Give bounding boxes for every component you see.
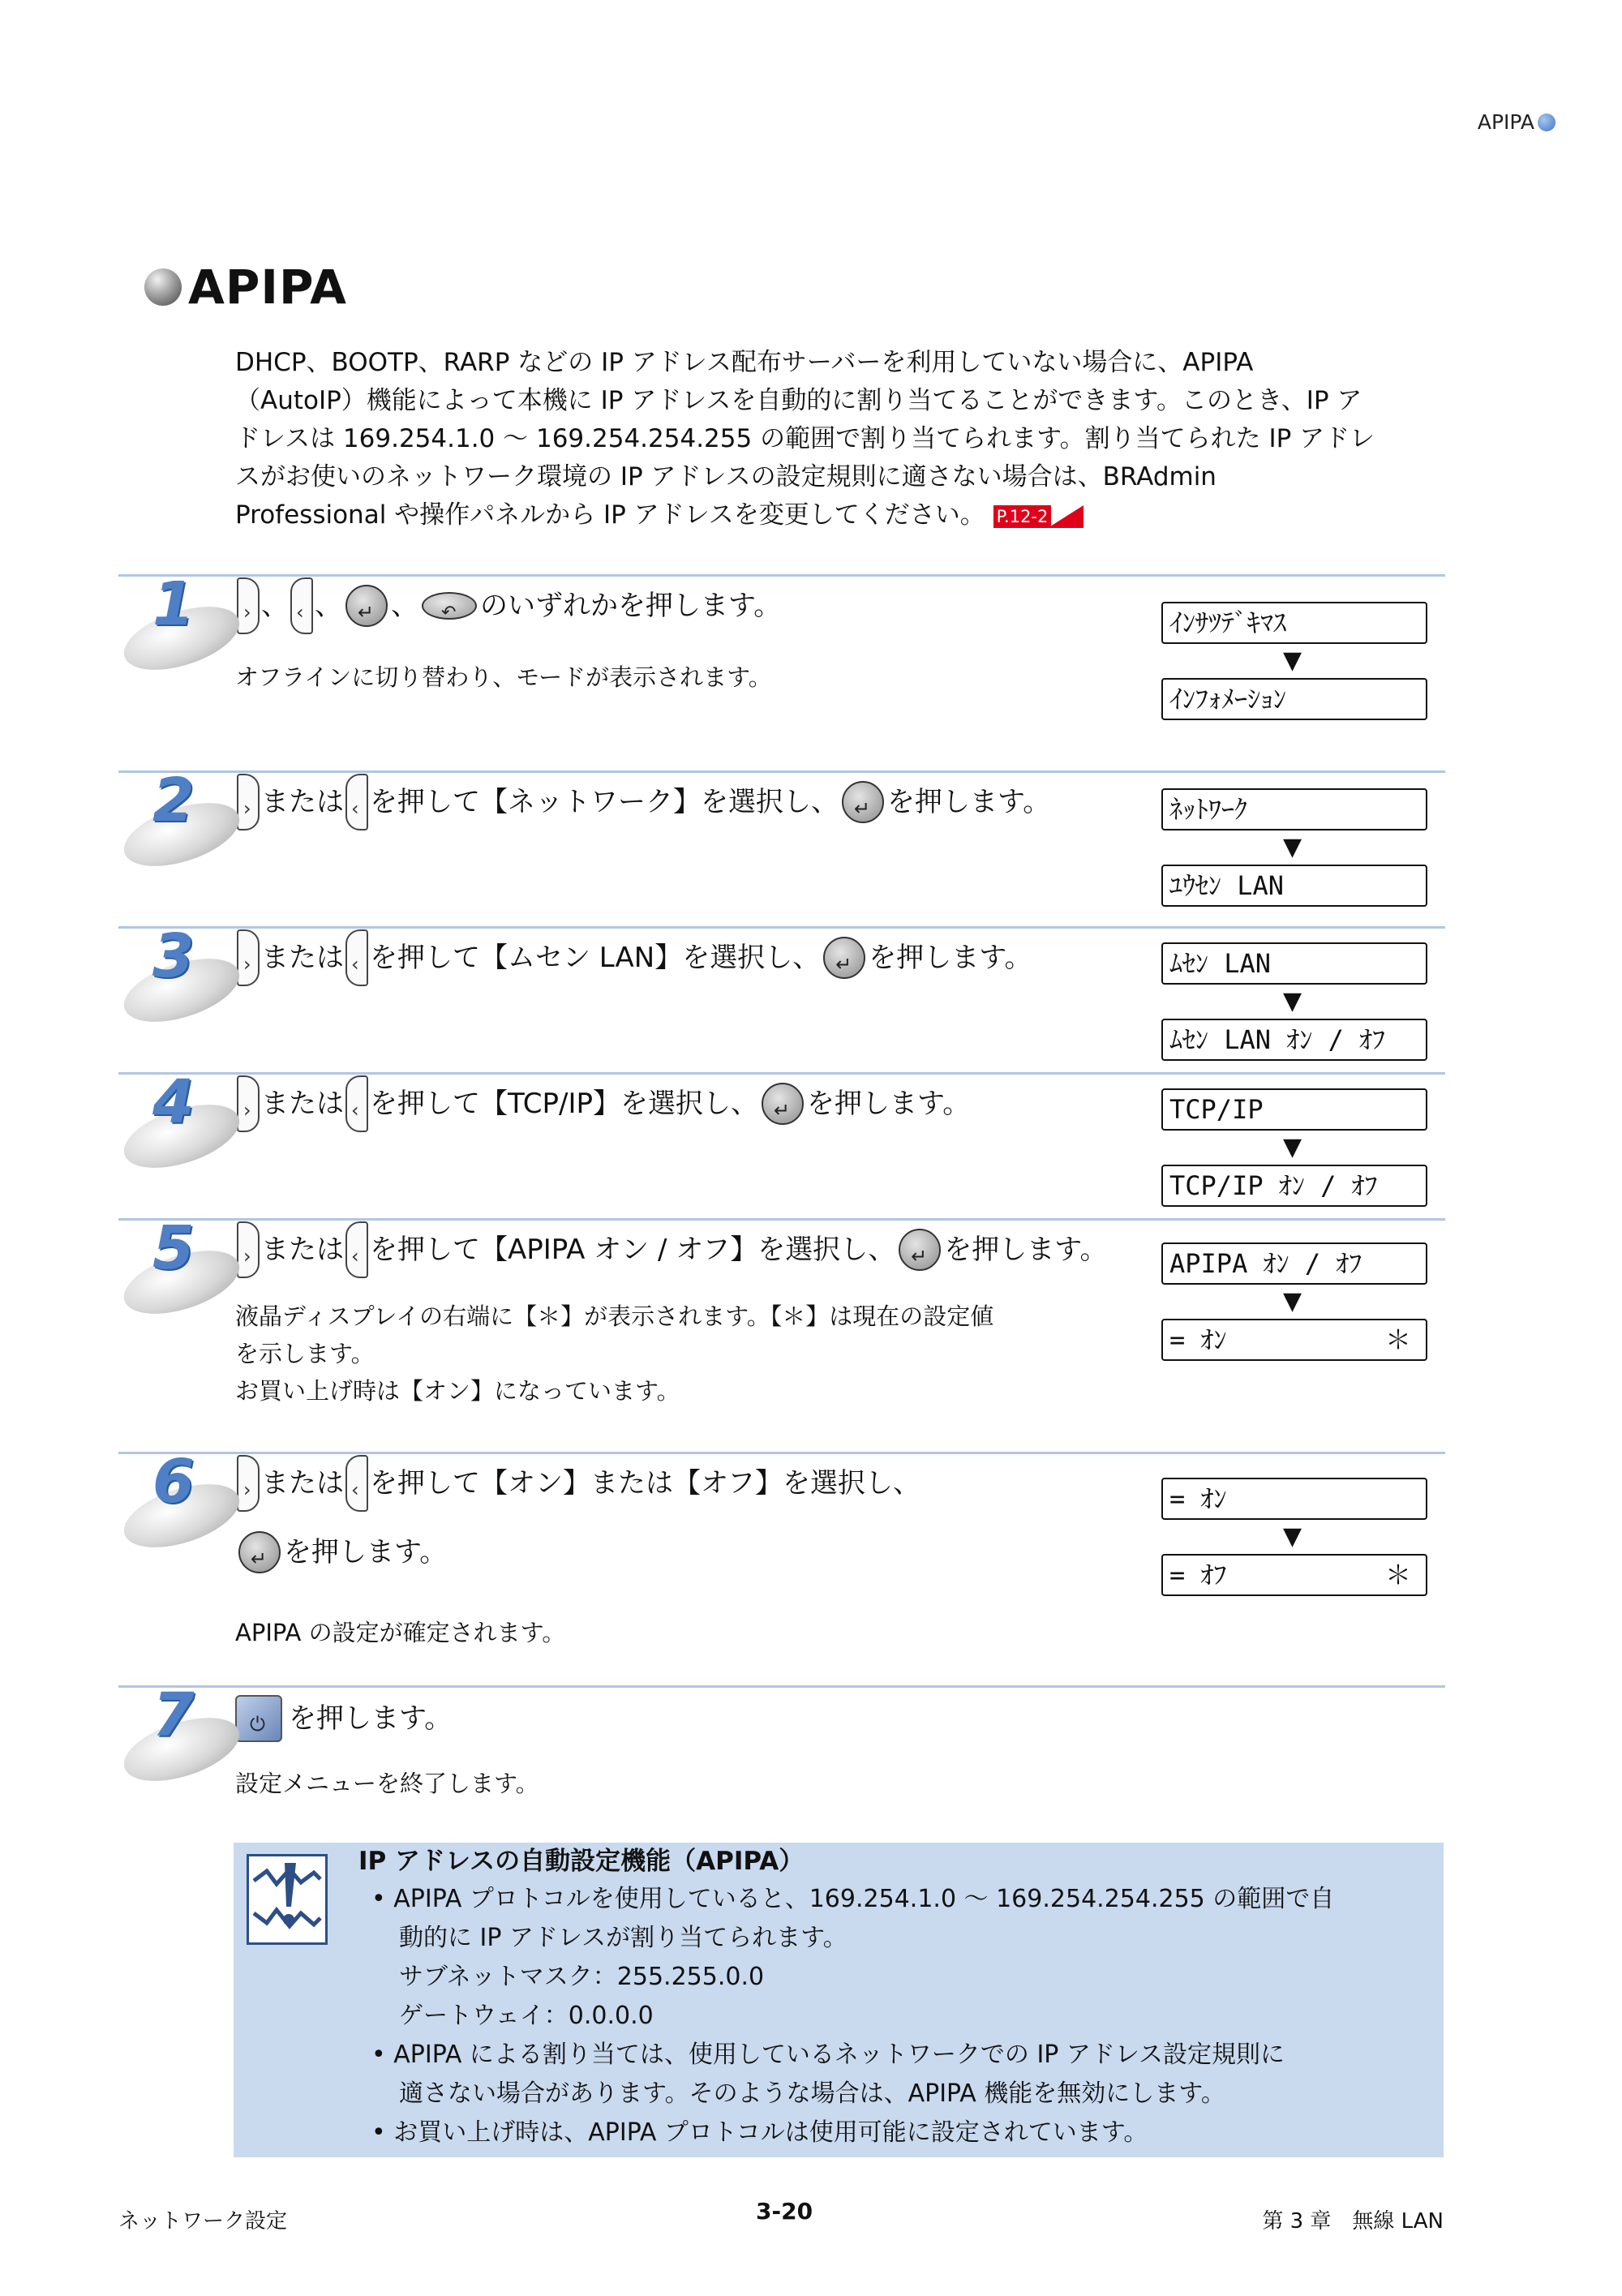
right-arrow-key-icon	[237, 774, 260, 830]
hint-line: • APIPA による割り当ては、使用しているネットワークでの IP アドレス設定規則に	[371, 2041, 1285, 2069]
step-number: 1	[152, 569, 195, 639]
note-pad-svg	[249, 1856, 325, 1942]
instruction-text: を押して【TCP/IP】を選択し、	[370, 1088, 759, 1120]
step-separator	[118, 574, 1445, 577]
step-separator	[118, 1685, 1445, 1688]
left-arrow-key-icon	[345, 929, 368, 986]
step-note: 設定メニューを終了します。	[235, 1770, 539, 1797]
reference-arrow-icon	[1048, 505, 1083, 528]
step-instruction	[235, 774, 1050, 830]
ok-key-icon	[842, 781, 884, 823]
separator-text: 、	[261, 590, 289, 622]
note-pad-icon	[247, 1854, 328, 1945]
lcd-text: ｲﾝﾌｫﾒｰｼｮﾝ	[1169, 684, 1287, 715]
lcd-display	[1161, 865, 1427, 907]
current-setting-marker: ＊	[1384, 1324, 1411, 1355]
step-separator	[118, 1072, 1445, 1075]
hint-line: • お買い上げ時は、APIPA プロトコルは使用可能に設定されています。	[371, 2118, 1148, 2147]
down-triangle-icon: ▼	[1283, 833, 1302, 861]
step-instruction	[235, 929, 1032, 986]
lcd-display	[1161, 602, 1427, 644]
separator-text: 、	[391, 590, 418, 622]
left-arrow-key-icon	[290, 577, 313, 634]
lcd-display	[1161, 788, 1427, 830]
lcd-display	[1161, 1088, 1427, 1131]
stop-exit-key-icon	[235, 1695, 282, 1742]
current-setting-marker: ＊	[1384, 1560, 1411, 1590]
intro-line: Professional や操作パネルから IP アドレスを変更してください。	[235, 500, 985, 530]
step-note: APIPA の設定が確定されます。	[235, 1619, 566, 1646]
down-triangle-icon: ▼	[1283, 1287, 1302, 1315]
step-instruction	[235, 577, 781, 634]
lcd-text: ﾈｯﾄﾜｰｸ	[1169, 794, 1248, 825]
lcd-display	[1161, 1019, 1427, 1061]
down-triangle-icon: ▼	[1283, 987, 1302, 1015]
intro-line: （AutoIP）機能によって本機に IP アドレスを自動的に割り当てることができます。このとき、IP ア	[235, 386, 1362, 415]
lcd-display	[1161, 1242, 1427, 1285]
separator-text: 、	[315, 590, 342, 622]
ok-key-icon	[899, 1229, 941, 1271]
lcd-display	[1161, 1319, 1427, 1361]
step-instruction	[235, 1221, 1108, 1278]
right-arrow-key-icon	[237, 1075, 260, 1132]
left-arrow-key-icon	[345, 1455, 368, 1512]
step-instruction	[235, 1455, 920, 1512]
step-number: 4	[152, 1067, 195, 1137]
step-note: オフラインに切り替わり、モードが表示されます。	[235, 663, 772, 691]
lcd-display	[1161, 942, 1427, 985]
instruction-text: を押します。	[944, 1234, 1108, 1266]
bullet-dot-icon	[1538, 114, 1555, 131]
hint-title: IP アドレスの自動設定機能（APIPA）	[358, 1847, 805, 1876]
lcd-text: = ｵﾌ	[1169, 1560, 1227, 1590]
note-line: を示します。	[235, 1340, 375, 1367]
title-block	[144, 260, 347, 315]
step-instruction-continued	[235, 1531, 447, 1573]
step-number: 5	[152, 1213, 195, 1283]
lcd-display	[1161, 678, 1427, 720]
step-separator	[118, 1452, 1445, 1454]
hint-line: サブネットマスク：255.255.0.0	[399, 1963, 765, 1991]
lcd-text: TCP/IP ｵﾝ / ｵﾌ	[1169, 1170, 1378, 1201]
lcd-text: ﾑｾﾝ LAN	[1169, 948, 1272, 979]
page-reference-link[interactable]	[993, 505, 1084, 528]
sphere-bullet-icon	[144, 268, 182, 306]
step-number: 2	[152, 766, 195, 835]
footer-page-number: 3-20	[756, 2198, 813, 2225]
instruction-text: を押して【ムセン LAN】を選択し、	[370, 942, 821, 974]
page-title: APIPA	[188, 260, 348, 315]
lcd-text: ｲﾝｻﾂﾃﾞｷﾏｽ	[1169, 607, 1287, 638]
or-text: または	[261, 1088, 344, 1120]
running-header	[1478, 110, 1555, 134]
running-header-text: APIPA	[1477, 110, 1534, 134]
lcd-text: ﾕｳｾﾝ LAN	[1169, 870, 1285, 901]
right-arrow-key-icon	[237, 929, 260, 986]
page-reference-label: P.12-2	[993, 505, 1052, 528]
intro-line-last	[235, 496, 1452, 534]
instruction-text: を押して【オン】または【オフ】を選択し、	[370, 1467, 920, 1500]
instruction-text: を押します。	[807, 1088, 971, 1120]
lcd-text: ﾑｾﾝ LAN ｵﾝ / ｵﾌ	[1169, 1024, 1386, 1055]
hint-line: 動的に IP アドレスが割り当てられます。	[399, 1924, 847, 1952]
lcd-display	[1161, 1165, 1427, 1207]
footer-chapter: 第 3 章 無線 LAN	[1262, 2209, 1444, 2234]
step-instruction	[235, 1075, 970, 1132]
right-arrow-key-icon	[237, 1455, 260, 1512]
step-number: 6	[152, 1447, 195, 1517]
step-number: 7	[152, 1680, 195, 1750]
instruction-text: を押します。	[289, 1702, 453, 1735]
step-note	[235, 1298, 1144, 1410]
lcd-text: = ｵﾝ	[1169, 1324, 1227, 1355]
step-number: 3	[152, 921, 195, 991]
left-arrow-key-icon	[345, 774, 368, 830]
step-instruction	[235, 1695, 452, 1742]
step-separator	[118, 770, 1445, 773]
down-triangle-icon: ▼	[1283, 646, 1302, 675]
intro-line: スがお使いのネットワーク環境の IP アドレスの設定規則に適さない場合は、BRAdmin	[235, 462, 1216, 491]
intro-line: DHCP、BOOTP、RARP などの IP アドレス配布サーバーを利用していない場合に、APIPA	[235, 348, 1254, 377]
instruction-text: を押して【ネットワーク】を選択し、	[370, 786, 839, 818]
instruction-text: を押します。	[284, 1536, 448, 1569]
lcd-display	[1161, 1478, 1427, 1520]
footer-section-name: ネットワーク設定	[118, 2209, 288, 2234]
or-text: または	[261, 1467, 344, 1500]
or-text: または	[261, 786, 344, 818]
hint-line: ゲートウェイ：0.0.0.0	[399, 2002, 654, 2030]
ok-key-icon	[823, 937, 865, 979]
lcd-text: TCP/IP	[1169, 1094, 1264, 1125]
step-separator	[118, 926, 1445, 929]
right-arrow-key-icon	[237, 577, 260, 634]
left-arrow-key-icon	[345, 1075, 368, 1132]
ok-key-icon	[238, 1531, 281, 1573]
lcd-text: APIPA ｵﾝ / ｵﾌ	[1169, 1248, 1362, 1279]
step-separator	[118, 1218, 1445, 1221]
ok-key-icon	[762, 1083, 804, 1125]
or-text: または	[261, 942, 344, 974]
ok-key-icon	[345, 585, 388, 627]
or-text: または	[261, 1234, 344, 1266]
left-arrow-key-icon	[345, 1221, 368, 1278]
instruction-text: のいずれかを押します。	[480, 590, 782, 622]
hint-line: 適さない場合があります。そのような場合は、APIPA 機能を無効にします。	[399, 2079, 1225, 2108]
down-triangle-icon: ▼	[1283, 1133, 1302, 1161]
note-line: 液晶ディスプレイの右端に【＊】が表示されます。【＊】は現在の設定値	[235, 1302, 994, 1330]
intro-paragraph	[235, 344, 1452, 534]
instruction-text: を押して【APIPA オン / オフ】を選択し、	[370, 1234, 896, 1266]
right-arrow-key-icon	[237, 1221, 260, 1278]
lcd-text: = ｵﾝ	[1169, 1483, 1227, 1514]
note-line: お買い上げ時は【オン】になっています。	[235, 1377, 680, 1405]
intro-line: ドレスは 169.254.1.0 ～ 169.254.254.255 の範囲で割り当てられます。割り当てられた IP アドレ	[235, 424, 1375, 453]
down-triangle-icon: ▼	[1283, 1522, 1302, 1551]
hint-line: • APIPA プロトコルを使用していると、169.254.1.0 ～ 169.254.254.255 の範囲で自	[371, 1885, 1335, 1913]
instruction-text: を押します。	[887, 786, 1051, 818]
back-key-icon	[422, 592, 477, 620]
instruction-text: を押します。	[869, 942, 1032, 974]
lcd-display	[1161, 1554, 1427, 1596]
